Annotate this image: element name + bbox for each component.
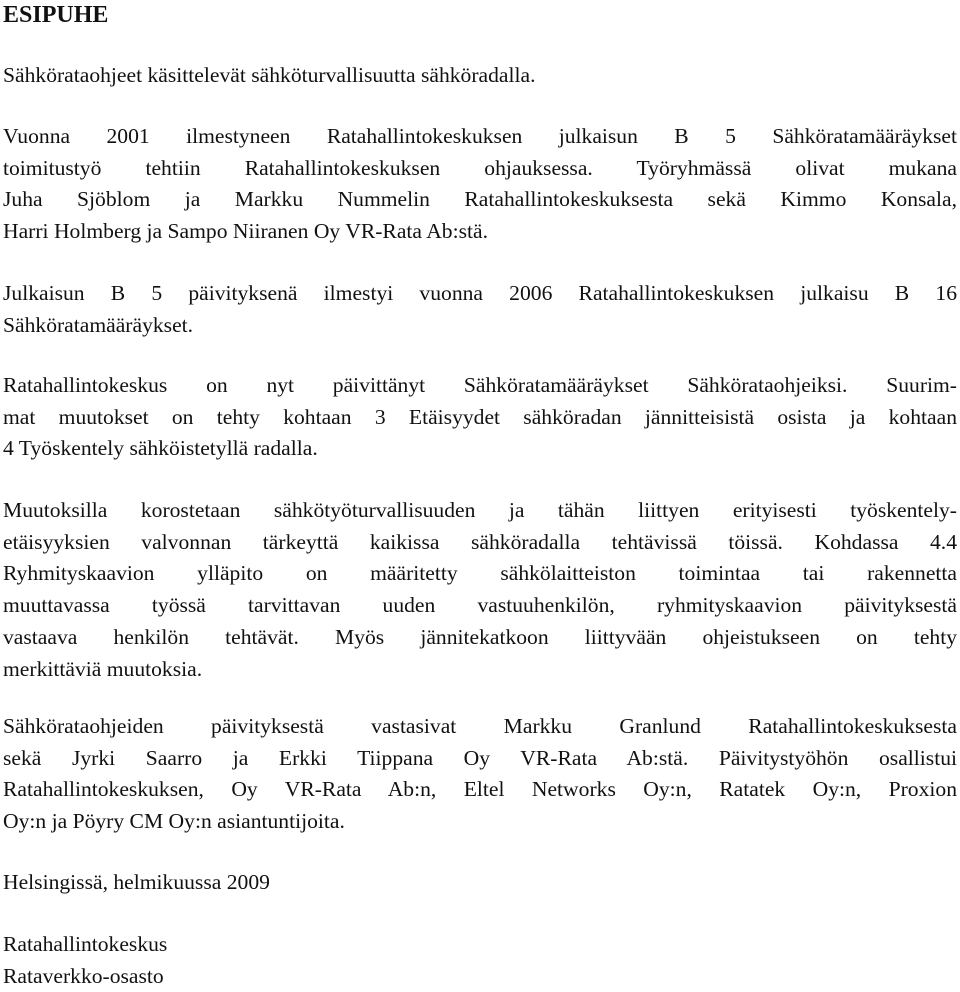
paragraph-line: mat muutokset on tehty kohtaan 3 Etäisyydet sähköradan jännitteisistä osista ja kohtaan	[3, 404, 957, 429]
paragraph-line: 4 Työskentely sähköistetyllä radalla.	[3, 436, 318, 461]
paragraph-line: Vuonna 2001 ilmestyneen Ratahallintokeskuksen julkaisun B 5 Sähköratamääräykset	[3, 124, 957, 148]
paragraph-1	[3, 60, 957, 92]
paragraph-line: Ratahallintokeskus on nyt päivittänyt Sähköratamääräykset Sähkörataohjeiksi. Suurim-	[3, 373, 957, 397]
paragraph-4	[3, 370, 957, 465]
signature-organization: Ratahallintokeskus	[3, 932, 168, 956]
paragraph-3	[3, 278, 957, 341]
paragraph-line: Sähkörataohjeet käsittelevät sähköturvallisuutta sähköradalla.	[3, 63, 536, 87]
place-date	[3, 867, 957, 899]
paragraph-line: Ryhmityskaavion ylläpito on määritetty sähkölaitteiston toimintaa tai rakennetta	[3, 561, 957, 586]
paragraph-6	[3, 711, 957, 838]
paragraph-line: Oy:n ja Pöyry CM Oy:n asiantuntijoita.	[3, 809, 345, 834]
paragraph-line: toimitustyö tehtiin Ratahallintokeskuksen ohjauksessa. Työryhmässä olivat mukana	[3, 155, 957, 180]
place-date-text: Helsingissä, helmikuussa 2009	[3, 870, 270, 894]
paragraph-line: Muutoksilla korostetaan sähkötyöturvallisuuden ja tähän liittyen erityisesti työskentely-	[3, 498, 957, 522]
paragraph-line: Juha Sjöblom ja Markku Nummelin Ratahallintokeskuksesta sekä Kimmo Konsala,	[3, 187, 957, 212]
paragraph-line: Julkaisun B 5 päivityksenä ilmestyi vuonna 2006 Ratahallintokeskuksen julkaisu B 16	[3, 281, 957, 305]
paragraph-5	[3, 495, 957, 685]
paragraph-line: merkittäviä muutoksia.	[3, 656, 203, 681]
paragraph-line: etäisyyksien valvonnan tärkeyttä kaikissa sähköradalla tehtävissä töissä. Kohdassa 4.4	[3, 529, 957, 554]
paragraph-line: Harri Holmberg ja Sampo Niiranen Oy VR-Rata Ab:stä.	[3, 219, 488, 244]
signature-department: Rataverkko-osasto	[3, 963, 164, 988]
paragraph-2	[3, 121, 957, 248]
paragraph-line: Sähköratamääräykset.	[3, 312, 194, 337]
signature-block	[3, 929, 957, 992]
paragraph-line: Ratahallintokeskuksen, Oy VR-Rata Ab:n, Eltel Networks Oy:n, Ratatek Oy:n, Proxion	[3, 777, 957, 802]
paragraph-line: Sähkörataohjeiden päivityksestä vastasivat Markku Granlund Ratahallintokeskuksesta	[3, 714, 957, 738]
paragraph-line: muuttavassa työssä tarvittavan uuden vastuuhenkilön, ryhmityskaavion päivityksestä	[3, 593, 957, 618]
paragraph-line: sekä Jyrki Saarro ja Erkki Tiippana Oy VR-Rata Ab:stä. Päivitystyöhön osallistui	[3, 745, 957, 770]
page-title: ESIPUHE	[3, 2, 109, 28]
paragraph-line: vastaava henkilön tehtävät. Myös jännitekatkoon liittyvään ohjeistukseen on tehty	[3, 624, 957, 649]
